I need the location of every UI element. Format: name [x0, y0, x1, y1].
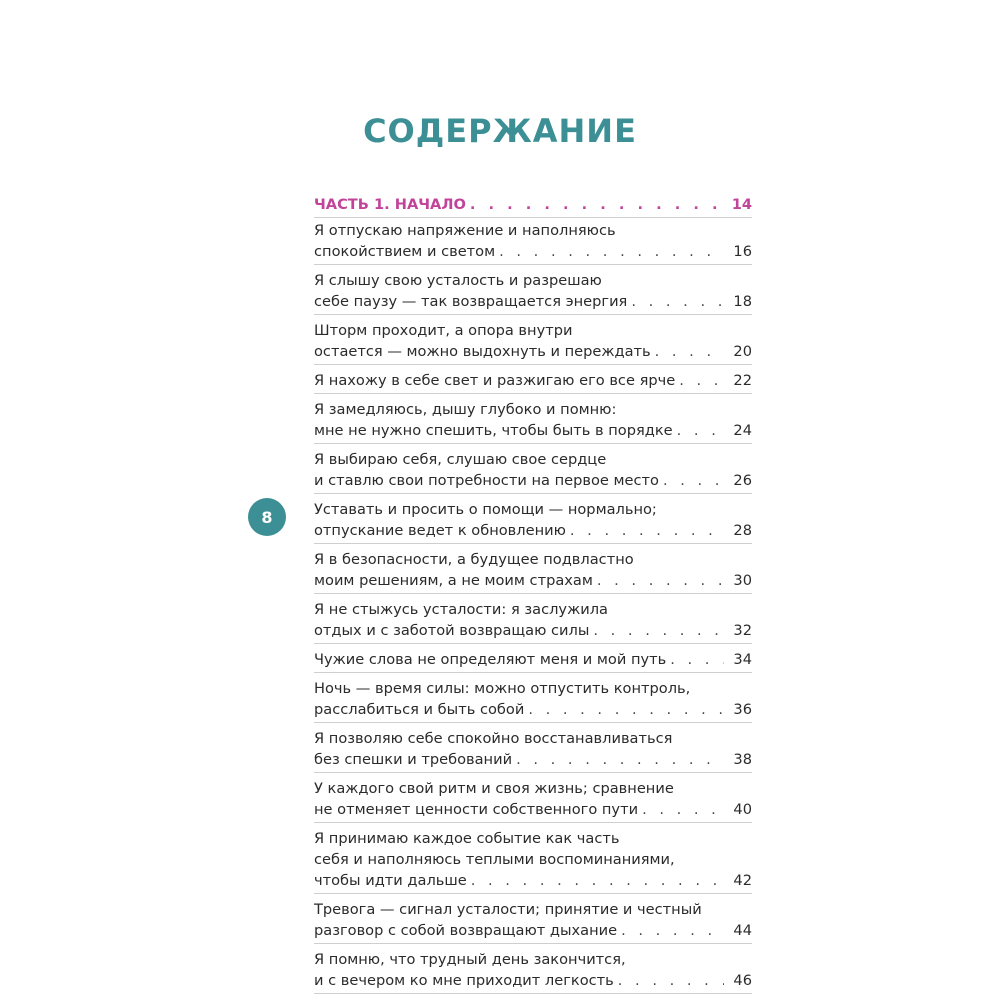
table-of-contents — [314, 192, 752, 994]
toc-entry-text: У каждого свой ритм и своя жизнь; сравнение — [314, 780, 674, 797]
toc-entry[interactable] — [314, 673, 752, 723]
toc-entry-text: не отменяет ценности собственного пути — [314, 801, 639, 818]
toc-entry-text: Я помню, что трудный день закончится, — [314, 951, 626, 968]
toc-entry-text: мне не нужно спешить, чтобы быть в порядке — [314, 422, 673, 439]
toc-page-number: 14 — [731, 196, 752, 213]
toc-entry-line — [314, 399, 752, 420]
dot-leader — [495, 241, 724, 262]
dot-leader — [666, 649, 724, 670]
toc-page-number: 18 — [733, 293, 752, 310]
toc-entry-line — [314, 570, 752, 591]
toc-entry-text: спокойствием и светом — [314, 243, 496, 260]
toc-entry-text: себя и наполняюсь теплыми воспоминаниями, — [314, 851, 675, 868]
toc-entry-line — [314, 749, 752, 770]
toc-entry-text: разговор с собой возвращают дыхание — [314, 922, 618, 939]
toc-entry-line — [314, 699, 752, 720]
toc-entry-line — [314, 291, 752, 312]
toc-entry[interactable] — [314, 773, 752, 823]
toc-entry-line — [314, 899, 752, 920]
toc-page-number: 34 — [733, 651, 752, 668]
dot-leader — [638, 799, 724, 820]
dot-leader — [617, 920, 724, 941]
dot-leader — [651, 341, 724, 362]
toc-entry-line — [314, 649, 752, 670]
toc-page-number: 36 — [733, 701, 752, 718]
toc-entry[interactable] — [314, 315, 752, 365]
toc-entry[interactable] — [314, 218, 752, 265]
toc-page-number: 40 — [733, 801, 752, 818]
toc-part-heading[interactable] — [314, 192, 752, 218]
toc-entry[interactable] — [314, 944, 752, 994]
toc-entry-text: отпускание ведет к обновлению — [314, 522, 566, 539]
toc-entry-text: Я выбираю себя, слушаю свое сердце — [314, 451, 607, 468]
toc-entry-text: и с вечером ко мне приходит легкость — [314, 972, 614, 989]
page-number-badge — [248, 498, 286, 536]
dot-leader — [467, 870, 724, 891]
toc-entry-text: Я не стыжусь усталости: я заслужила — [314, 601, 608, 618]
toc-entry-line — [314, 970, 752, 991]
toc-page-number: 16 — [733, 243, 752, 260]
dot-leader — [614, 970, 724, 991]
toc-entry-line — [314, 220, 752, 241]
dot-leader — [659, 470, 724, 491]
toc-entry-line — [314, 499, 752, 520]
toc-entry-line — [314, 849, 752, 870]
toc-page-number: 46 — [733, 972, 752, 989]
toc-entry-text: Ночь — время силы: можно отпустить контроль, — [314, 680, 691, 697]
toc-page-number: 24 — [733, 422, 752, 439]
toc-page-number: 20 — [733, 343, 752, 360]
toc-page-number: 26 — [733, 472, 752, 489]
dot-leader — [627, 291, 724, 312]
toc-entry-line — [314, 678, 752, 699]
toc-entry-text: Тревога — сигнал усталости; принятие и честный — [314, 901, 702, 918]
page-title: СОДЕРЖАНИЕ — [363, 112, 637, 150]
dot-leader — [566, 520, 724, 541]
toc-entry-line — [314, 949, 752, 970]
toc-entry-line — [314, 920, 752, 941]
toc-entry-line — [314, 549, 752, 570]
toc-entry-line — [314, 728, 752, 749]
toc-entry[interactable] — [314, 723, 752, 773]
toc-page-number: 30 — [733, 572, 752, 589]
toc-entry-line — [314, 449, 752, 470]
toc-entry-text: расслабиться и быть собой — [314, 701, 525, 718]
toc-entry-line — [314, 520, 752, 541]
toc-entry-text: Я отпускаю напряжение и наполняюсь — [314, 222, 616, 239]
dot-leader — [593, 570, 724, 591]
toc-entry-text: себе паузу — так возвращается энергия — [314, 293, 628, 310]
toc-entry-line — [314, 470, 752, 491]
toc-entry[interactable] — [314, 594, 752, 644]
toc-entry-text: Я замедляюсь, дышу глубоко и помню: — [314, 401, 617, 418]
page-number: 8 — [261, 507, 273, 527]
toc-entry-text: отдых и с заботой возвращаю силы — [314, 622, 590, 639]
toc-entry[interactable] — [314, 365, 752, 394]
toc-entries — [314, 218, 752, 994]
toc-entry-line — [314, 241, 752, 262]
toc-part-label: ЧАСТЬ 1. НАЧАЛО — [314, 196, 466, 213]
toc-entry-text: Уставать и просить о помощи — нормально; — [314, 501, 657, 518]
toc-entry-text: остается — можно выдохнуть и переждать — [314, 343, 651, 360]
toc-entry[interactable] — [314, 644, 752, 673]
toc-entry-text: Чужие слова не определяют меня и мой путь — [314, 651, 667, 668]
toc-entry-line — [314, 599, 752, 620]
toc-entry-line — [314, 620, 752, 641]
toc-entry-line — [314, 828, 752, 849]
toc-entry-line — [314, 320, 752, 341]
toc-entry-line — [314, 341, 752, 362]
toc-entry-text: без спешки и требований — [314, 751, 513, 768]
toc-entry-line — [314, 420, 752, 441]
toc-entry-text: Я в безопасности, а будущее подвластно — [314, 551, 634, 568]
toc-entry-text: Шторм проходит, а опора внутри — [314, 322, 573, 339]
dot-leader — [466, 194, 724, 215]
toc-entry[interactable] — [314, 823, 752, 894]
dot-leader — [524, 699, 724, 720]
toc-page-number: 42 — [733, 872, 752, 889]
dot-leader — [512, 749, 724, 770]
toc-entry-text: чтобы идти дальше — [314, 872, 467, 889]
toc-entry[interactable] — [314, 894, 752, 944]
toc-entry-text: Я принимаю каждое событие как часть — [314, 830, 620, 847]
dot-leader — [675, 370, 724, 391]
toc-entry-line — [314, 870, 752, 891]
dot-leader — [673, 420, 724, 441]
toc-page-number: 38 — [733, 751, 752, 768]
toc-page-number: 44 — [733, 922, 752, 939]
toc-entry[interactable] — [314, 265, 752, 315]
toc-entry-text: Я нахожу в себе свет и разжигаю его все ярче — [314, 372, 676, 389]
toc-entry[interactable] — [314, 394, 752, 444]
toc-entry-line — [314, 194, 752, 215]
toc-entry-text: Я слышу свою усталость и разрешаю — [314, 272, 602, 289]
toc-entry-line — [314, 370, 752, 391]
toc-entry-line — [314, 270, 752, 291]
toc-entry[interactable] — [314, 544, 752, 594]
toc-entry-text: моим решениям, а не моим страхам — [314, 572, 593, 589]
toc-entry-text: Я позволяю себе спокойно восстанавливаться — [314, 730, 673, 747]
toc-entry-line — [314, 799, 752, 820]
dot-leader — [589, 620, 724, 641]
toc-page-number: 28 — [733, 522, 752, 539]
toc-entry-text: и ставлю свои потребности на первое место — [314, 472, 659, 489]
toc-entry[interactable] — [314, 444, 752, 494]
toc-entry-line — [314, 778, 752, 799]
toc-page-number: 22 — [733, 372, 752, 389]
toc-page-number: 32 — [733, 622, 752, 639]
toc-entry[interactable] — [314, 494, 752, 544]
